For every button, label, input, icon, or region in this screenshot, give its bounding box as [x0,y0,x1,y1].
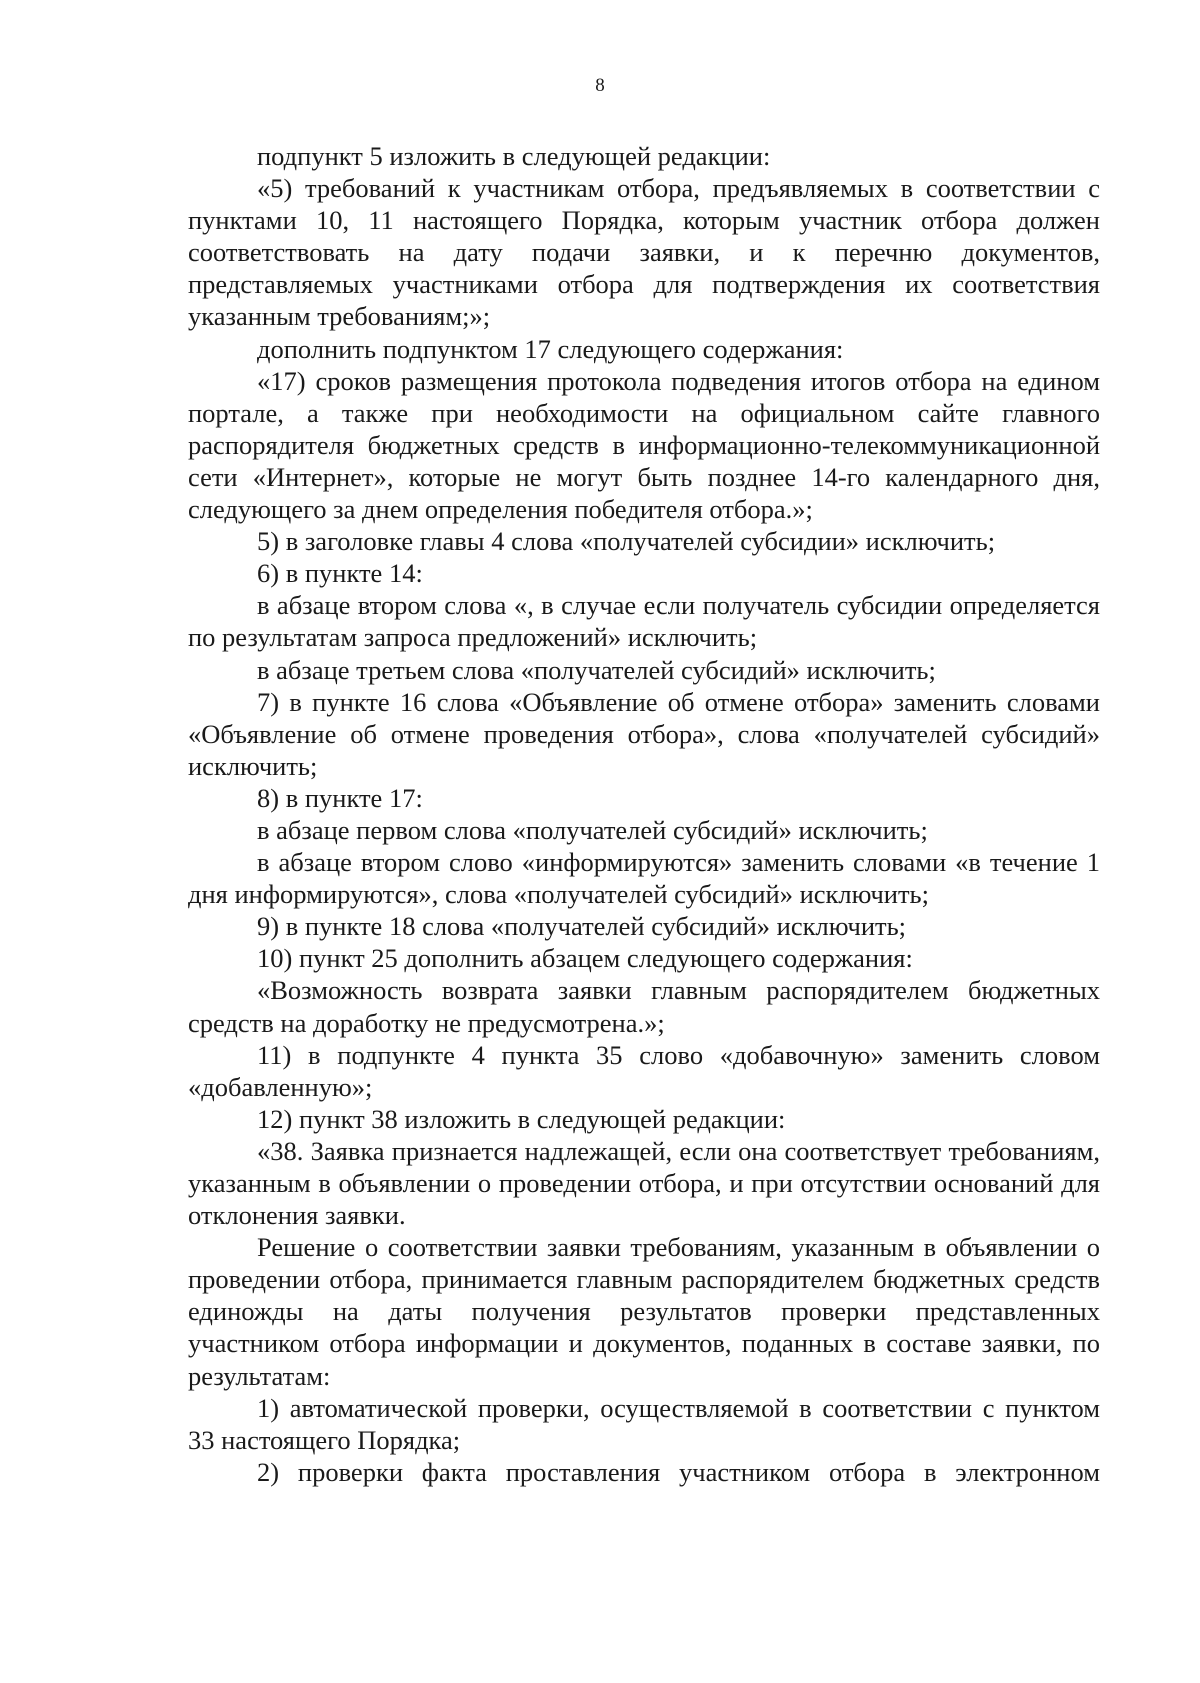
paragraph: подпункт 5 изложить в следующей редакции: [257,141,771,171]
paragraph: 7) в пункте 16 слова «Объявление об отмене отбора» заменить словами «Объявление об отмене проведения отбора», слова «получателей субсидий» исключить; [188,686,1100,781]
paragraph: 10) пункт 25 дополнить абзацем следующего содержания: [257,943,913,974]
paragraph: Решение о соответствии заявки требованиям, указанным в объявлении о проведении отбора, принимается главным распорядителем бюджетных средств единожды на даты получения результатов проверки представленных участником отбора информации и документов, поданных в составе заявки, по результатам: [188,1232,1100,1391]
paragraph: 6) в пункте 14: [257,558,423,589]
paragraph: 12) пункт 38 изложить в следующей редакции: [257,1103,786,1134]
paragraph: в абзаце втором слова «, в случае если получатель субсидии определяется по результатам запроса предложений» исключить; [188,590,1100,653]
paragraph: «Возможность возврата заявки главным распорядителем бюджетных средств на доработку не предусмотрена.»; [188,975,1100,1038]
paragraph: 8) в пункте 17: [257,782,423,813]
paragraph: «17) сроков размещения протокола подведения итогов отбора на едином портале, а также при необходимости на официальном сайте главного распорядителя бюджетных средств в информационно-телекоммуникационной сети «Интернет», которые не могут быть позднее 14-го календарного дня, следующего за днем определения победителя отбора.»; [188,365,1100,525]
paragraph: «38. Заявка признается надлежащей, если она соответствует требованиям, указанным в объявлении о проведении отбора, и при отсутствии оснований для отклонения заявки. [188,1135,1100,1231]
document-body [188,140,1100,1488]
paragraph: в абзаце втором слово «информируются» заменить словами «в течение 1 дня информируются», слова «получателей субсидий» исключить; [188,847,1100,910]
page-number: 8 [595,75,605,96]
paragraph: дополнить подпунктом 17 следующего содержания: [257,333,844,364]
paragraph: в абзаце первом слова «получателей субсидий» исключить; [257,814,928,845]
paragraph: 9) в пункте 18 слова «получателей субсидий» исключить; [257,911,907,942]
paragraph: 11) в подпункте 4 пункта 35 слово «добавочную» заменить словом «добавленную»; [188,1039,1100,1102]
paragraph: «5) требований к участникам отбора, предъявляемых в соответствии с пунктами 10, 11 настоящего Порядка, которым участник отбора должен соответствовать на дату подачи заявки, и к перечню документов, представляемых участниками отбора для подтверждения их соответствия указанным требованиям;»; [188,173,1100,332]
paragraph-continued: 2) проверки факта проставления участником отбора в электронном [257,1456,1100,1487]
paragraph: 1) автоматической проверки, осуществляемой в соответствии с пунктом 33 настоящего Порядка; [188,1392,1100,1455]
paragraph: 5) в заголовке главы 4 слова «получателей субсидии» исключить; [257,526,996,557]
paragraph: в абзаце третьем слова «получателей субсидий» исключить; [257,654,936,685]
